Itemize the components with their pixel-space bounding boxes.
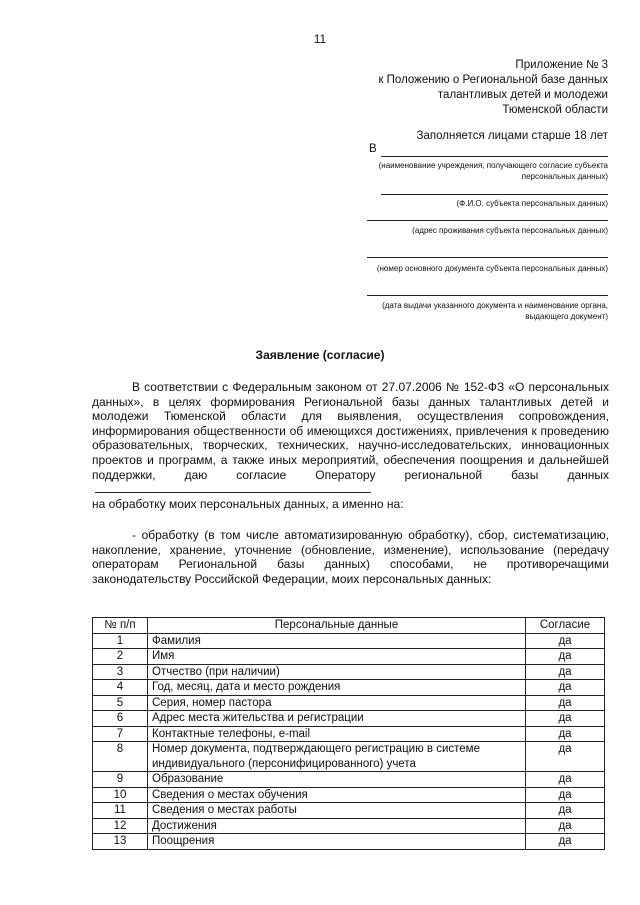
row-data: Номер документа, подтверждающего регистрацию в системе индивидуального (персонифицированного) учета [148, 742, 526, 772]
row-number: 8 [93, 742, 148, 772]
row-consent[interactable]: да [526, 664, 605, 680]
fill-note: Заполняется лицами старше 18 лет [416, 130, 608, 142]
document-issue-field-line[interactable] [367, 295, 608, 296]
row-consent[interactable]: да [526, 680, 605, 696]
field-caption: (наименование учреждения, получающего согласие субъекта персональных данных) [378, 161, 608, 181]
table-row [93, 664, 605, 680]
fio-field-line[interactable] [381, 194, 608, 195]
row-data: Контактные телефоны, e-mail [148, 726, 526, 742]
document-title: Заявление (согласие) [255, 348, 385, 362]
table-row [93, 726, 605, 742]
page-number: 11 [313, 32, 327, 46]
operator-field-line[interactable] [95, 482, 371, 493]
paragraph-text: - обработку (в том числе автоматизированную обработку), сбор, систематизацию, накопление, хранение, уточнение (обновление, изменение), использование (передачу операторам Региональной базы данных) способами, не противоречащими законодательству Российской Федерации, моих персональных данных: [92, 528, 609, 586]
table-row [93, 834, 605, 850]
recipient-prefix: В [369, 143, 377, 155]
row-number: 5 [93, 695, 148, 711]
table-row [93, 803, 605, 819]
row-data: Сведения о местах работы [148, 803, 526, 819]
table-row [93, 711, 605, 727]
row-number: 10 [93, 787, 148, 803]
row-consent[interactable]: да [526, 633, 605, 649]
table-row [93, 649, 605, 665]
row-number: 6 [93, 711, 148, 727]
table-row [93, 695, 605, 711]
row-number: 13 [93, 834, 148, 850]
row-data: Сведения о местах обучения [148, 787, 526, 803]
row-consent[interactable]: да [526, 803, 605, 819]
consent-paragraph [92, 380, 609, 511]
appendix-line: Тюменской области [502, 104, 608, 116]
recipient-field-line[interactable] [381, 156, 608, 157]
row-consent[interactable]: да [526, 834, 605, 850]
table-row [93, 633, 605, 649]
row-data: Поощрения [148, 834, 526, 850]
row-data: Достижения [148, 818, 526, 834]
appendix-line: Приложение № 3 [515, 59, 608, 71]
field-caption: (номер основного документа субъекта персональных данных) [376, 264, 608, 273]
row-number: 9 [93, 772, 148, 788]
column-header-number: № п/п [93, 618, 148, 634]
personal-data-table [92, 617, 605, 850]
appendix-header [308, 58, 608, 118]
field-caption: (Ф.И.О. субъекта персональных данных) [456, 199, 608, 208]
field-caption: (дата выдачи указанного документа и наименование органа, выдающего документ) [382, 301, 608, 321]
column-header-consent: Согласие [526, 618, 605, 634]
row-number: 12 [93, 818, 148, 834]
row-consent[interactable]: да [526, 711, 605, 727]
table-row [93, 742, 605, 772]
row-consent[interactable]: да [526, 726, 605, 742]
table-header-row [93, 618, 605, 634]
row-number: 2 [93, 649, 148, 665]
row-data: Имя [148, 649, 526, 665]
column-header-data: Персональные данные [148, 618, 526, 634]
row-data: Серия, номер пастора [148, 695, 526, 711]
paragraph-end: на обработку моих персональных данных, а именно на: [92, 496, 404, 511]
paragraph-text: В соответствии с Федеральным законом от 27.07.2006 № 152-ФЗ «О персональных данных», в целях формирования Региональной базы данных талантливых детей и молодежи Тюменской области для выявления, осуществления сопровождения, информирования общественности об имеющихся достижениях, привлечения к проведению образовательных, творческих, технических, научно-исследовательских, инновационных проектов и программ, а также иных мероприятий, обеспечения поощрения и дальнейшей поддержки, даю согласие Оператору региональной базы данных [92, 380, 609, 482]
table-row [93, 818, 605, 834]
address-field-line[interactable] [367, 220, 608, 221]
field-caption: (адрес проживания субъекта персональных данных) [412, 226, 608, 235]
table-row [93, 680, 605, 696]
row-number: 11 [93, 803, 148, 819]
row-number: 3 [93, 664, 148, 680]
appendix-line: к Положению о Региональной базе данных [378, 74, 608, 86]
processing-paragraph [92, 528, 609, 586]
row-consent[interactable]: да [526, 649, 605, 665]
row-data: Год, месяц, дата и место рождения [148, 680, 526, 696]
document-number-field-line[interactable] [367, 257, 608, 258]
row-number: 1 [93, 633, 148, 649]
table-row [93, 787, 605, 803]
row-number: 7 [93, 726, 148, 742]
table-row [93, 772, 605, 788]
row-data: Образование [148, 772, 526, 788]
row-consent[interactable]: да [526, 787, 605, 803]
row-data: Адрес места жительства и регистрации [148, 711, 526, 727]
row-consent[interactable]: да [526, 742, 605, 772]
row-consent[interactable]: да [526, 695, 605, 711]
row-data: Фамилия [148, 633, 526, 649]
appendix-line: талантливых детей и молодежи [437, 89, 608, 101]
row-consent[interactable]: да [526, 818, 605, 834]
row-number: 4 [93, 680, 148, 696]
row-consent[interactable]: да [526, 772, 605, 788]
row-data: Отчество (при наличии) [148, 664, 526, 680]
